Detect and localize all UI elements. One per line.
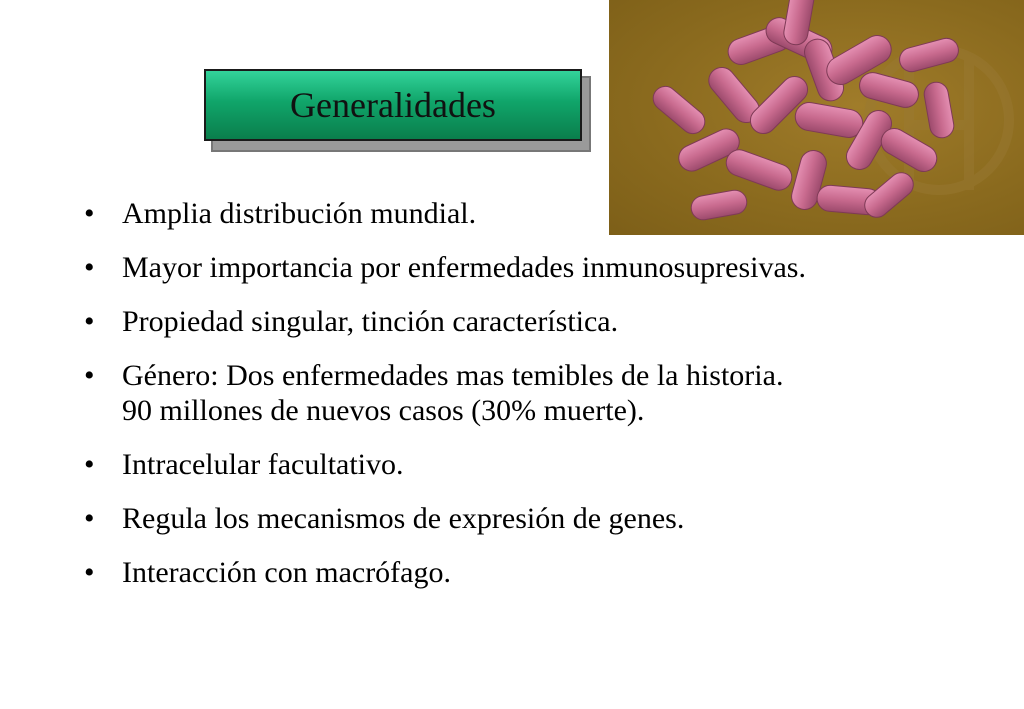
bullet-text-continuation: 90 millones de nuevos casos (30% muerte). bbox=[122, 394, 645, 427]
title-box bbox=[204, 69, 582, 141]
bullet-marker: • bbox=[84, 502, 95, 535]
bullet-text: Regula los mecanismos de expresión de genes. bbox=[122, 502, 685, 535]
slide-title: Generalidades bbox=[290, 85, 496, 125]
list-item bbox=[84, 358, 1004, 428]
list-item bbox=[84, 196, 1004, 231]
bullet-text: Amplia distribución mundial. bbox=[122, 197, 477, 230]
bullet-marker: • bbox=[84, 197, 95, 230]
list-item bbox=[84, 250, 1004, 285]
bullet-marker: • bbox=[84, 251, 95, 284]
bullet-marker: • bbox=[84, 305, 95, 338]
bullet-text: Mayor importancia por enfermedades inmunosupresivas. bbox=[122, 251, 806, 284]
bullet-list bbox=[84, 196, 1004, 609]
list-item bbox=[84, 304, 1004, 339]
list-item bbox=[84, 501, 1004, 536]
bullet-text: Género: Dos enfermedades mas temibles de la historia. bbox=[122, 359, 784, 392]
bullet-marker: • bbox=[84, 556, 95, 589]
bullet-text: Intracelular facultativo. bbox=[122, 448, 404, 481]
bullet-text: Propiedad singular, tinción característica. bbox=[122, 305, 619, 338]
bullet-marker: • bbox=[84, 359, 95, 392]
list-item bbox=[84, 447, 1004, 482]
bullet-marker: • bbox=[84, 448, 95, 481]
bullet-text: Interacción con macrófago. bbox=[122, 556, 451, 589]
list-item bbox=[84, 555, 1004, 590]
